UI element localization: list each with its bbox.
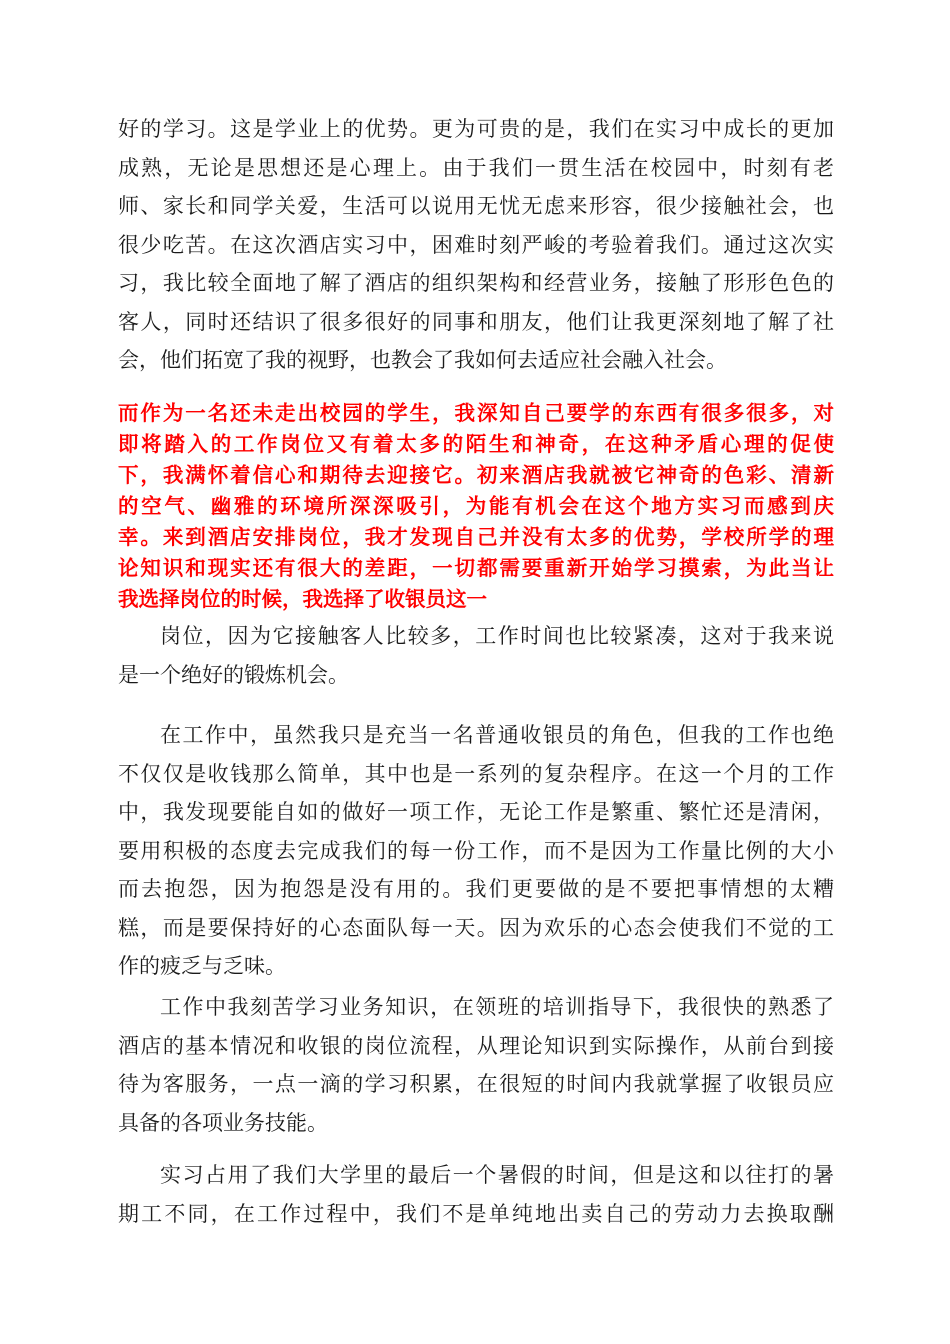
text-line: 中，我发现要能自如的做好一项工作，无论工作是繁重、繁忙还是清闲，	[118, 800, 834, 824]
text-line: 实习占用了我们大学里的最后一个暑假的时间，但是这和以往打的暑	[160, 1163, 834, 1187]
text-line: 客人，同时还结识了很多很好的同事和朋友，他们让我更深刻地了解了社	[118, 309, 834, 334]
text-line: 论知识和现实还有很大的差距，一切都需要重新开始学习摸索，为此当让	[118, 556, 834, 580]
text-line: 期工不同，在工作过程中，我们不是单纯地出卖自己的劳动力去换取酬	[118, 1201, 834, 1226]
text-line: 工作中我刻苦学习业务知识，在领班的培训指导下，我很快的熟悉了	[160, 995, 834, 1019]
paragraph-5	[118, 988, 834, 1142]
text-line: 不仅仅是收钱那么简单，其中也是一系列的复杂程序。在这一个月的工作	[118, 761, 834, 786]
text-line: 习，我比较全面地了解了酒店的组织架构和经营业务，接触了形形色色的	[118, 271, 834, 295]
text-line: 而作为一名还未走出校园的学生，我深知自己要学的东西有很多很多，对	[118, 401, 834, 425]
paragraph-4	[118, 716, 834, 986]
text-line: 是一个绝好的锻炼机会。	[118, 662, 349, 687]
text-line: 好的学习。这是学业上的优势。更为可贵的是，我们在实习中成长的更加	[118, 117, 834, 141]
text-line: 岗位，因为它接触客人比较多，工作时间也比较紧凑，这对于我来说	[160, 624, 834, 648]
paragraph-3	[118, 617, 834, 694]
text-line: 下，我满怀着信心和期待去迎接它。初来酒店我就被它神奇的色彩、清新	[118, 463, 834, 487]
text-line: 很少吃苦。在这次酒店实习中，困难时刻严峻的考验着我们。通过这次实	[118, 232, 834, 257]
text-line: 的空气、幽雅的环境所深深吸引，为能有机会在这个地方实习而感到庆	[118, 494, 834, 518]
text-line: 会，他们拓宽了我的视野，也教会了我如何去适应社会融入社会。	[118, 348, 727, 372]
text-line: 要用积极的态度去完成我们的每一份工作，而不是因为工作量比例的大小	[118, 838, 834, 863]
text-line: 幸。来到酒店安排岗位，我才发现自己并没有太多的优势，学校所学的理	[118, 525, 834, 549]
paragraph-6	[118, 1156, 834, 1233]
text-line: 糕，而是要保持好的心态面队每一天。因为欢乐的心态会使我们不觉的工	[118, 915, 834, 940]
text-line: 而去抱怨，因为抱怨是没有用的。我们更要做的是不要把事情想的太糟	[118, 877, 834, 901]
text-line: 即将踏入的工作岗位又有着太多的陌生和神奇，在这种矛盾心理的促使	[118, 432, 834, 456]
text-line: 在工作中，虽然我只是充当一名普通收银员的角色，但我的工作也绝	[160, 723, 834, 747]
text-line: 我选择岗位的时候，我选择了收银员这一	[118, 587, 487, 611]
text-line: 酒店的基本情况和收银的岗位流程，从理论知识到实际操作，从前台到接	[118, 1033, 834, 1058]
text-line: 师、家长和同学关爱，生活可以说用无忧无虑来形容，很少接触社会，也	[118, 194, 834, 218]
text-line: 待为客服务，一点一滴的学习积累，在很短的时间内我就掌握了收银员应	[118, 1072, 834, 1096]
text-line: 成熟，无论是思想还是心理上。由于我们一贯生活在校园中，时刻有老	[118, 155, 834, 180]
text-line: 作的疲乏与乏味。	[118, 954, 286, 978]
text-line: 具备的各项业务技能。	[118, 1110, 328, 1135]
highlighted-paragraph	[118, 398, 834, 615]
paragraph-1	[118, 110, 834, 380]
